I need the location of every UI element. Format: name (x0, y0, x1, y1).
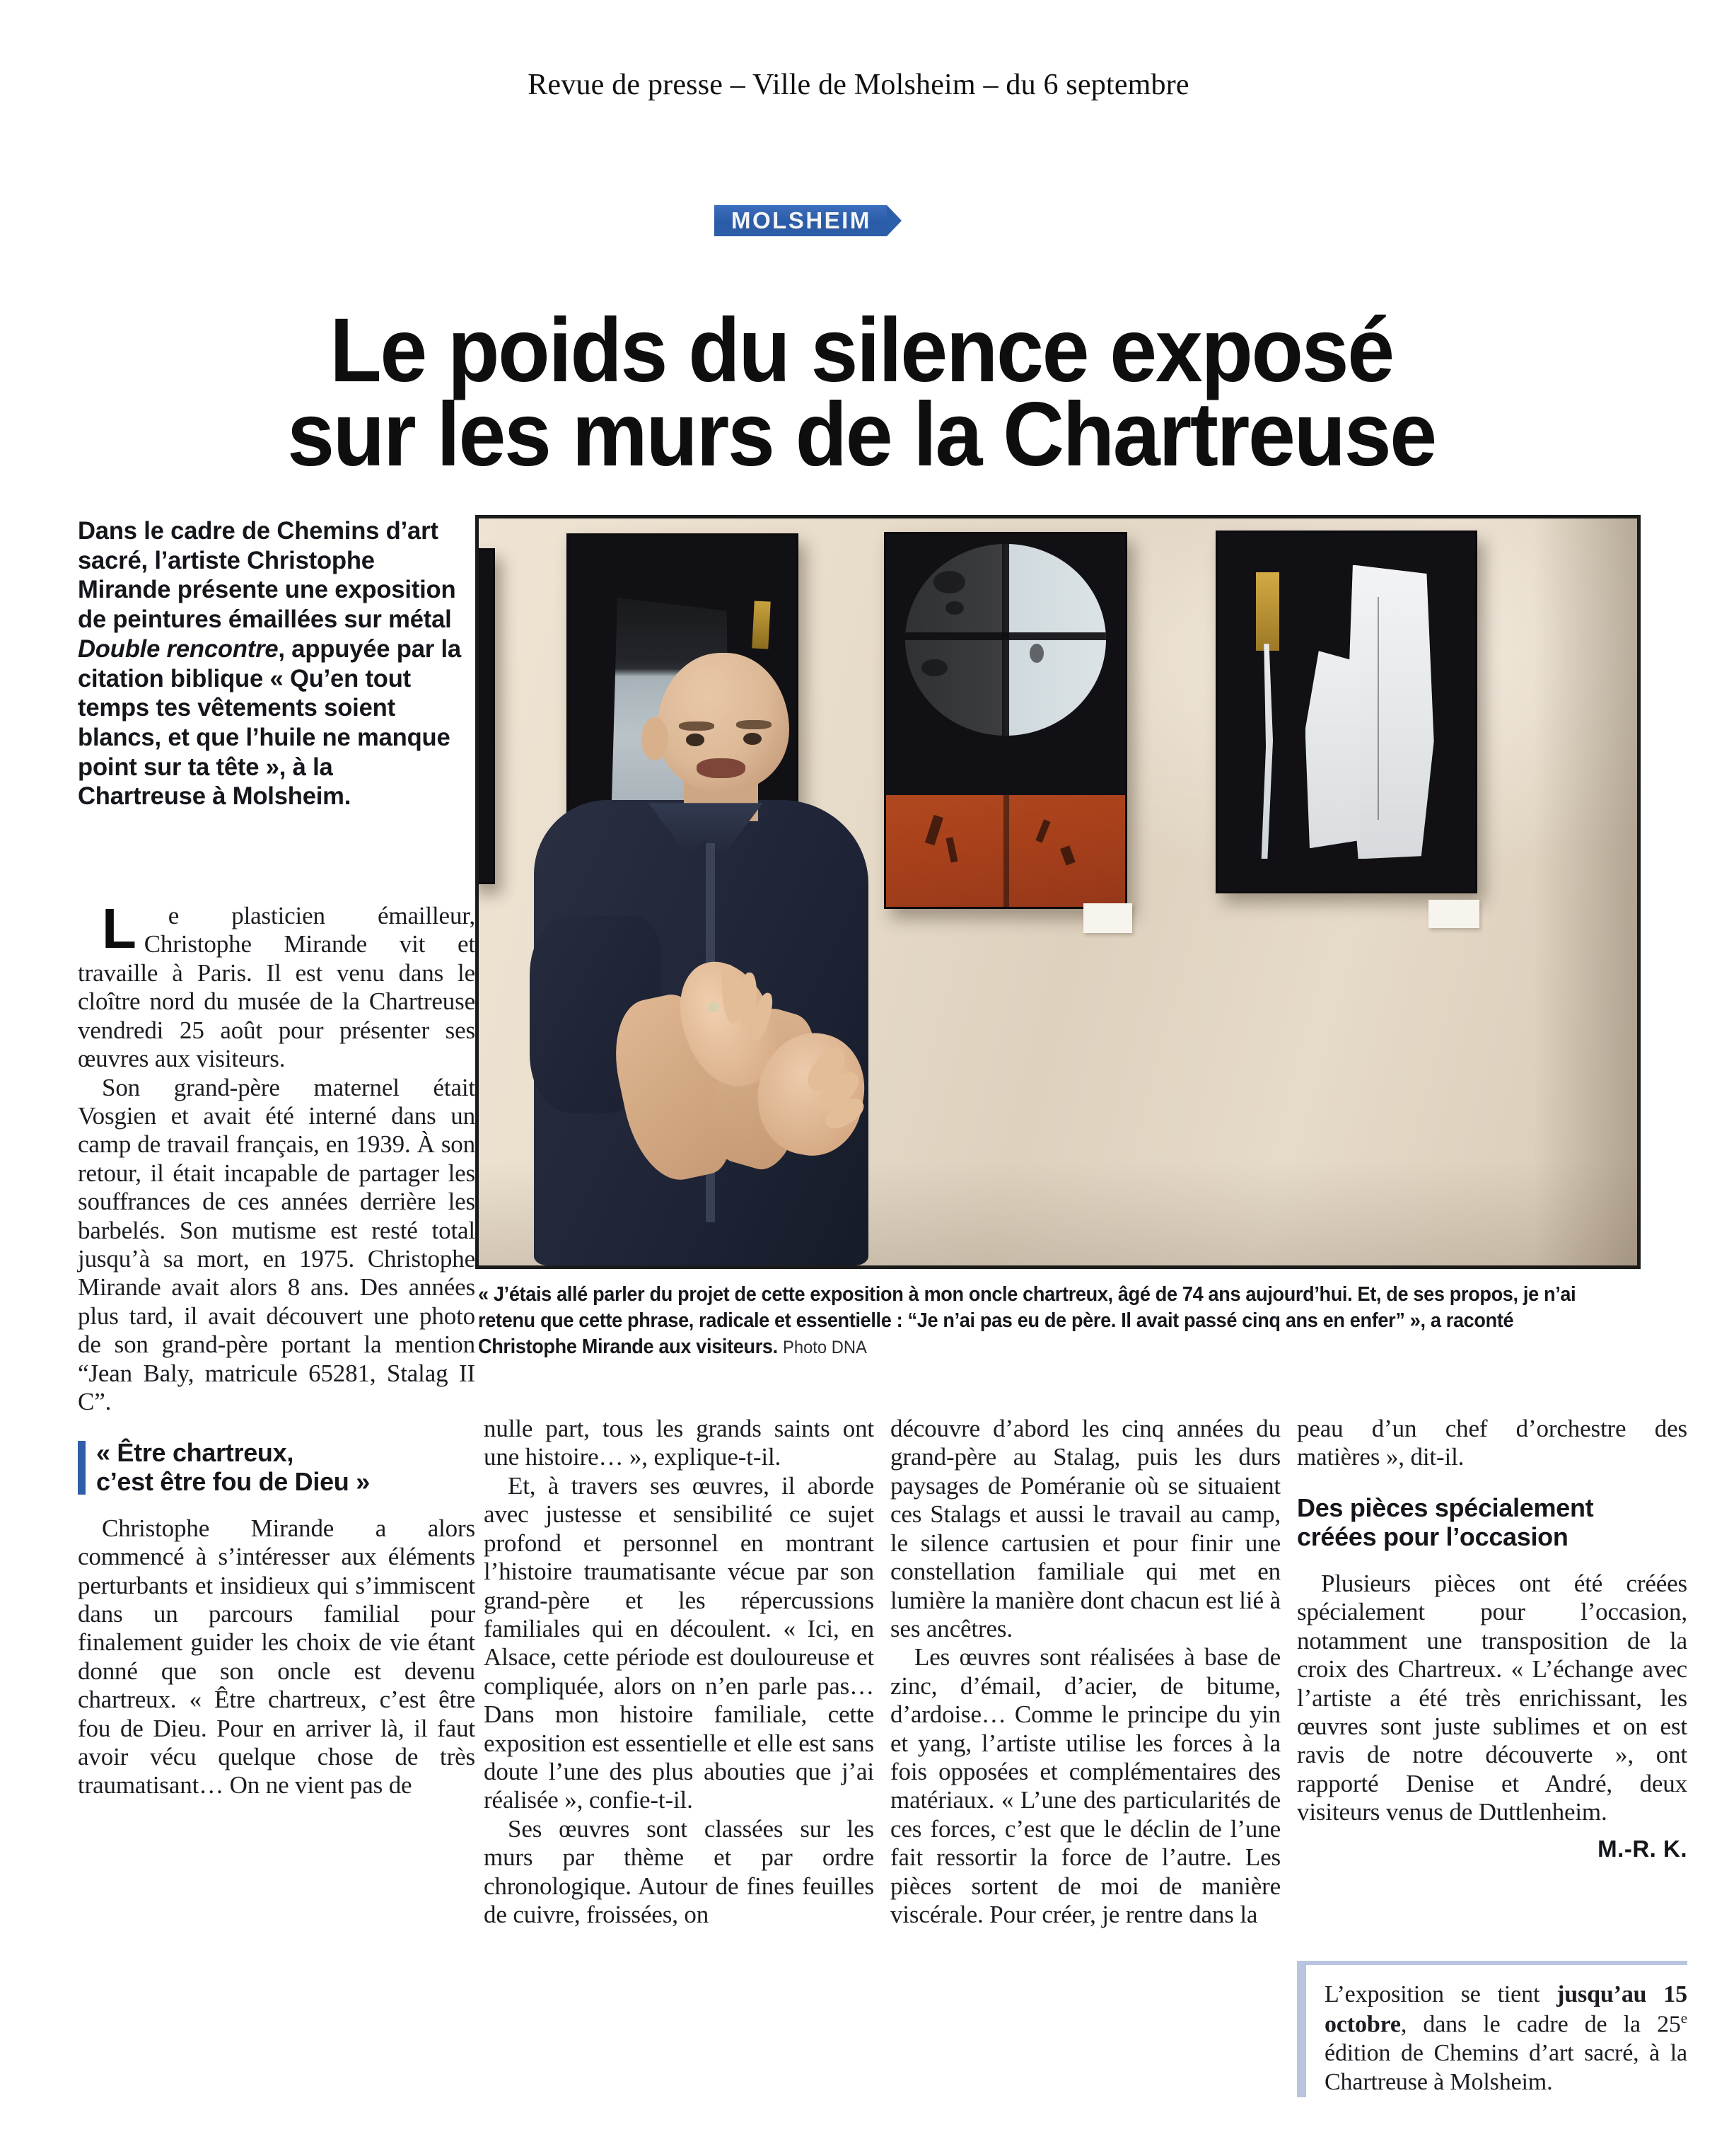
paragraph: Les œuvres sont réalisées à base de zinc, d’émail, d’acier, de bitume, d’ardoise… Comme le principe du yin et yang, l’artiste utilise les forces à la fois opposées et complémentaires des matériaux. « L’une des particularités de ces forces, c’est que le déclin de l’une fait ressortir la force de l’autre. Les pièces sortent de moi de manière viscérale. Pour créer, je rentre dans la (890, 1643, 1281, 1929)
subhead-des-pieces (1297, 1493, 1687, 1551)
artwork-2-spot (945, 601, 964, 615)
chapeau-block (78, 516, 475, 811)
photo-credit: Photo DNA (783, 1338, 867, 1358)
photo-scene (479, 518, 1637, 1265)
subhead-line-1: « Être chartreux, (96, 1437, 294, 1467)
artwork-3 (1216, 531, 1477, 893)
subhead-line-2: c’est être fou de Dieu » (96, 1466, 370, 1496)
info-ordinal-suffix: e (1680, 2009, 1687, 2027)
artwork-2-crack (1060, 845, 1075, 865)
paragraph: Ses œuvres sont classées sur les murs par thème et par ordre chronologique. Autour de fines feuilles de cuivre, froissées, on (484, 1814, 874, 1929)
headline-line-2: sur les murs de la Chartreuse (287, 383, 1436, 485)
person-eye (743, 733, 762, 745)
kicker-badge (714, 205, 887, 236)
subhead-2-line-1: Des pièces spécialement (1297, 1493, 1594, 1522)
person-eye (686, 734, 704, 746)
person-eyebrow (736, 720, 772, 729)
info-text-after: édition de Chemins d’art sacré, à la Chartreuse à Molsheim. (1325, 2039, 1687, 2095)
info-text-before: L’exposition se tient (1325, 1981, 1557, 2007)
column-3 (890, 1415, 1281, 1930)
paragraph (1325, 1981, 1687, 2097)
kicker-label: MOLSHEIM (731, 207, 871, 233)
artwork-partial-left (479, 548, 495, 884)
paragraph: peau d’un chef d’orchestre des matières », dit-il. (1297, 1415, 1687, 1471)
column-3-body (890, 1415, 1281, 1930)
subhead-2-line-2: créées pour l’occasion (1297, 1522, 1568, 1551)
chapeau-part-1: Dans le cadre de Chemins d’art sacré, l’artiste Christophe Mirande présente une exposition de peintures émaillées sur métal (78, 516, 456, 634)
column-4-body-top (1297, 1415, 1687, 1472)
paragraph: Christophe Mirande a alors commencé à s’intéresser aux éléments perturbants et insidieux qui s’immiscent dans un parcours familial pour finalement guider les choix de vie étant donné que son oncle est devenu chartreux. « Être chartreux, c’est être fou de Dieu. Pour en arriver là, il faut avoir vécu quelque chose de très traumatisant… On ne vient pas de (78, 1514, 475, 1799)
artwork-2-spot (933, 571, 965, 594)
column-2-body (484, 1415, 874, 1930)
person-ring (708, 1002, 719, 1012)
artwork-3-white-stem (1260, 644, 1273, 859)
chapeau-exhibition-title: Double rencontre (78, 634, 279, 663)
artwork-3-white-fragment (1305, 651, 1362, 848)
person-christophe-mirande (525, 653, 965, 1265)
author-initials: M.-R. K. (1597, 1835, 1687, 1862)
chapeau-part-2: , appuyée par la citation biblique « Qu’en tout temps tes vêtements soient blancs, et que l’huile ne manque point sur ta tête », à la Chartreuse à Molsheim. (78, 634, 461, 811)
paragraph-lead: Le plasticien émailleur, Christophe Mirande vit et travaille à Paris. Il est venu dans le cloître nord du musée de la Chartreuse vendredi 25 août pour présenter ses œuvres aux visiteurs. (78, 897, 475, 1073)
artwork-3-seam (1378, 597, 1380, 819)
artwork-2-label (1083, 903, 1132, 933)
artwork-2-crack (1035, 819, 1050, 842)
info-text-mid: , dans le cadre de la 25 (1400, 2011, 1681, 2038)
column-2 (484, 1415, 874, 1930)
article-photo (475, 515, 1641, 1269)
person-eyebrow (679, 721, 714, 731)
wall-shadow (1533, 518, 1637, 1265)
kicker-arrow-icon (887, 205, 902, 236)
paragraph: découvre d’abord les cinq années du grand-père au Stalag, puis les durs paysages de Poméranie où se situaient ces Stalags et aussi le travail au camp, le silence cartusien et pour finir une constellation familiale qui met en lumière la manière dont chacun est lié à ses ancêtres. (890, 1415, 1281, 1642)
person-mouth (697, 758, 745, 778)
photo-caption-text: « J’étais allé parler du projet de cette exposition à mon oncle chartreux, âgé de 74 ans aujourd’hui. Et, de ses propos, je n’ai retenu que cette phrase, radicale et essentielle : “Je n’ai pas eu de père. Il avait passé cinq ans en enfer” », a raconté Christophe Mirande aux visiteurs. (478, 1283, 1576, 1359)
page-header: Revue de presse – Ville de Molsheim – du 6 septembre (528, 69, 1189, 101)
kicker-badge-body (714, 205, 887, 236)
paragraph: Son grand-père maternel était Vosgien et avait été interné dans un camp de travail français, en 1939. À son retour, il était incapable de partager les souffrances de ces années derrière les barbelés. Son mutisme est resté total jusqu’à sa mort, en 1975. Christophe Mirande avait alors 8 ans. Des années plus tard, il avait découvert une photo de son grand-père portant la mention “Jean Baly, matricule 65281, Stalag II C”. (78, 1073, 475, 1416)
practical-info-text (1325, 1981, 1687, 2097)
paragraph: nulle part, tous les grands saints ont une histoire… », explique-t-il. (484, 1415, 874, 1471)
photo-caption (478, 1282, 1583, 1360)
column-1 (78, 897, 475, 1800)
artwork-3-gold-leaf (1256, 572, 1279, 651)
headline-line-1: Le poids du silence exposé (330, 299, 1393, 401)
artwork-3-label (1428, 900, 1479, 928)
artwork-1-gold-leaf (752, 601, 770, 649)
subhead-etre-chartreux (78, 1438, 475, 1496)
column-1-body (78, 897, 475, 1417)
artwork-2-spot (1030, 644, 1044, 663)
chapeau-text (78, 516, 465, 811)
practical-info-box (1297, 1961, 1687, 2097)
info-dates: jusqu’au 15 octobre (1325, 1981, 1687, 2038)
person-ear (641, 717, 668, 760)
column-1-body-after-subhead (78, 1514, 475, 1800)
paragraph: Et, à travers ses œuvres, il aborde avec justesse et sensibilité ce sujet profond et personnel en montrant l’histoire traumatisante vécue par son grand-père et les répercussions familiales qui en découlent. « Ici, en Alsace, cette période est douloureuse et compliquée, alors on n’en parle pas… Dans mon histoire familiale, cette exposition est essentielle et elle est sans doute l’une des plus abouties que j’ai réalisée », confie-t-il. (484, 1471, 874, 1814)
paragraph: Plusieurs pièces ont été créées spécialement pour l’occasion, notamment une transposition de la croix des Chartreux. « L’échange avec l’artiste a été très enrichissant, les œuvres sont juste sublimes et on est ravis de notre découverte », ont rapporté Denise et André, deux visiteurs venus de Duttlenheim. (1297, 1569, 1687, 1826)
article-headline (130, 299, 1593, 485)
column-4-body-bottom (1297, 1570, 1687, 1827)
column-4 (1297, 1415, 1687, 1862)
